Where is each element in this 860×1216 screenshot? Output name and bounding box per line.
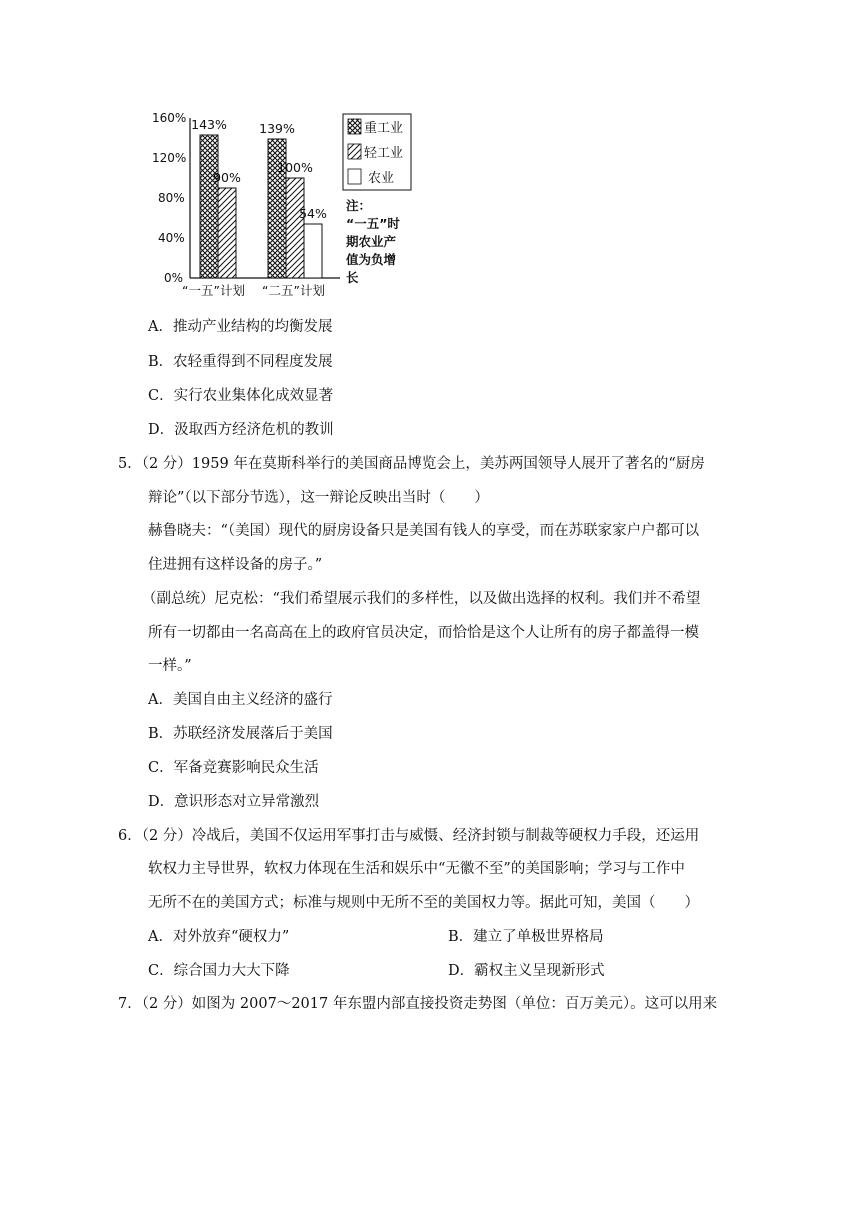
q6-stem-line: 软权力主导世界，软权力体现在生活和娱乐中“无徽不至”的美国影响；学习与工作中 <box>148 861 685 877</box>
bar-value-label: 54% <box>299 206 327 221</box>
note-line: 注： <box>346 198 372 213</box>
q6-option-d: D．霸权主义呈现新形式 <box>448 963 605 979</box>
q5-option-b: B．苏联经济发展落后于美国 <box>148 726 333 742</box>
y-tick-label: 160% <box>152 111 187 125</box>
q6-option-a: A．对外放弃“硬权力” <box>148 929 290 945</box>
q6-stem-line: 6．（2 分）冷战后，美国不仅运用军事打击与威慑、经济封锁与制裁等硬权力手段，还运用 <box>118 828 700 844</box>
legend-swatch-heavy <box>348 119 361 134</box>
note-line: “一五”时 <box>346 216 400 231</box>
q4-option-b: B．农轻重得到不同程度发展 <box>148 354 333 370</box>
q5-option-d: D．意识形态对立异常激烈 <box>148 794 320 810</box>
bar-light-industry <box>218 188 236 278</box>
y-tick-labels <box>152 111 186 285</box>
q4-option-a: A．推动产业结构的均衡发展 <box>148 319 333 335</box>
legend-label: 农业 <box>368 171 395 186</box>
bar-value-label: 143% <box>191 117 227 132</box>
q5-quote-nixon: 所有一切都由一名高高在上的政府官员决定，而恰恰是这个人让所有的房子都盖得一模 <box>148 625 699 641</box>
note-line: 期农业产 <box>346 234 397 249</box>
legend-swatch-agri <box>348 169 361 184</box>
q5-quote-nixon: 一样。” <box>148 658 192 674</box>
q7-stem-line: 7．（2 分）如图为 2007～2017 年东盟内部直接投资走势图（单位：百万美元）。这可以用来 <box>118 996 718 1012</box>
q6-stem-line: 无所不在的美国方式；标准与规则中无所不至的美国权力等。据此可知，美国（ ） <box>148 895 699 911</box>
q5-quote-nixon: （副总统）尼克松：“我们希望展示我们的多样性，以及做出选择的权利。我们并不希望 <box>142 591 701 607</box>
y-tick-label: 0% <box>164 271 184 285</box>
q6-option-c: C．综合国力大大下降 <box>148 963 290 979</box>
x-tick-label: “二五”计划 <box>262 283 325 298</box>
q6-option-b: B．建立了单极世界格局 <box>448 929 604 945</box>
legend-label: 轻工业 <box>364 146 404 161</box>
bar-agriculture <box>304 224 322 278</box>
bar-value-label: 90% <box>213 170 241 185</box>
bar-value-label: 139% <box>259 121 295 136</box>
q4-option-d: D．汲取西方经济危机的教训 <box>148 422 334 438</box>
bar-value-label: 100% <box>277 160 313 175</box>
q4-option-c: C．实行农业集体化成效显著 <box>148 388 334 404</box>
bar-chart <box>150 108 450 298</box>
chart-note <box>345 198 400 285</box>
legend <box>343 114 411 190</box>
bar-heavy-industry <box>200 135 218 278</box>
bar-light-industry <box>286 178 304 278</box>
q5-quote-khrushchev: 住进拥有这样设备的房子。” <box>148 557 323 573</box>
note-line: 长 <box>346 270 359 285</box>
q5-quote-khrushchev: 赫鲁晓夫：“（美国）现代的厨房设备只是美国有钱人的享受，而在苏联家家户户都可以 <box>148 523 700 539</box>
y-tick-label: 120% <box>152 151 187 165</box>
y-tick-label: 40% <box>158 231 185 245</box>
q5-option-a: A．美国自由主义经济的盛行 <box>148 692 333 708</box>
q5-stem-line: 辩论”（以下部分节选），这一辩论反映出当时（ ） <box>148 490 489 506</box>
y-tick-label: 80% <box>158 191 185 205</box>
legend-swatch-light <box>348 144 361 159</box>
x-tick-label: “一五”计划 <box>182 283 245 298</box>
note-line: 值为负增 <box>346 252 397 267</box>
q5-stem-line: 5．（2 分）1959 年在莫斯科举行的美国商品博览会上，美苏两国领导人展开了著名的“厨房 <box>118 456 705 472</box>
legend-label: 重工业 <box>364 121 404 136</box>
q5-option-c: C．军备竞赛影响民众生活 <box>148 760 319 776</box>
